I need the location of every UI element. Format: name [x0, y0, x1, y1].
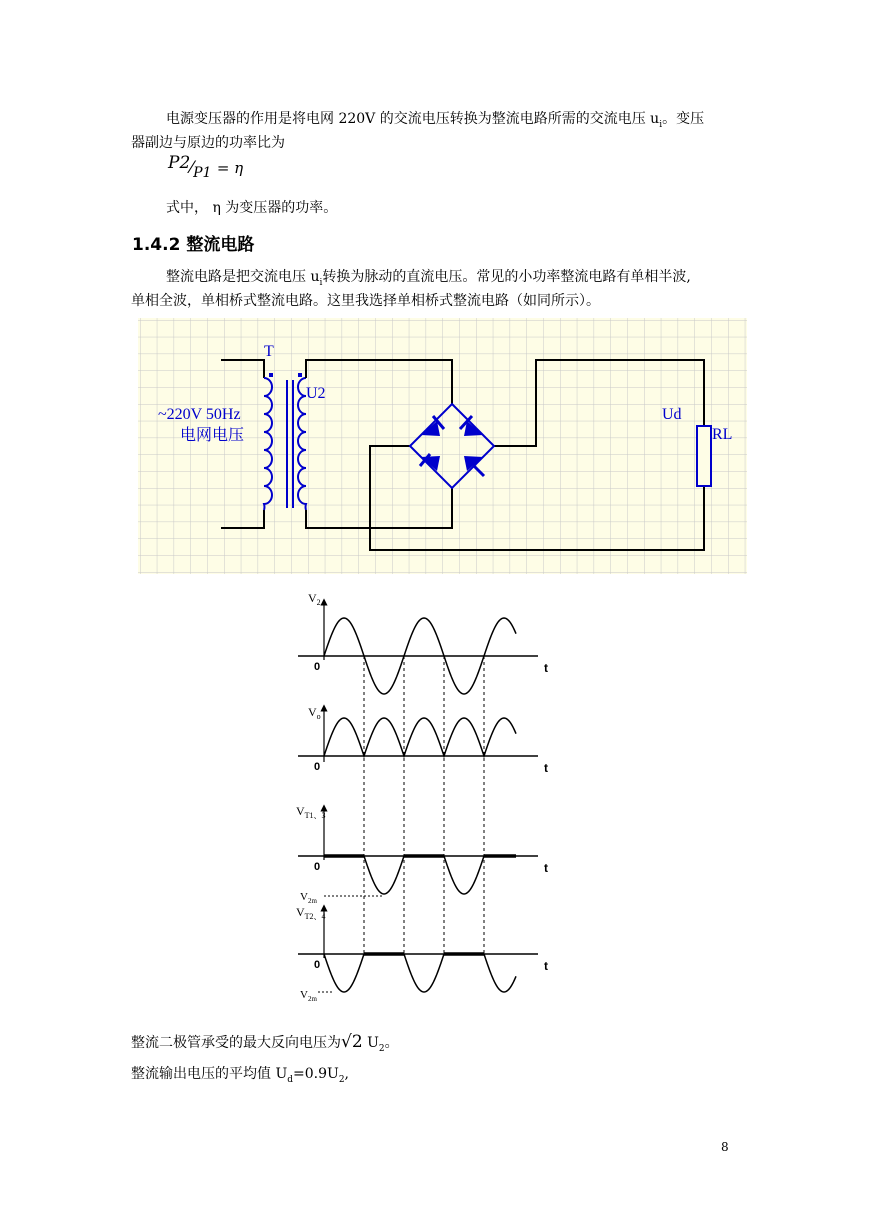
- label-U2: U2: [306, 385, 326, 402]
- para1-line2: 器副边与原边的功率比为: [131, 135, 285, 151]
- v2-t-label: t: [544, 661, 548, 675]
- vt24-label: $V_{T2、4}$: [296, 905, 326, 921]
- panel-vt24: [296, 905, 548, 1003]
- label-RL: RL: [712, 426, 733, 443]
- para3-line2: 单相全波，单相桥式整流电路。这里我选择单相桥式整流电路（如同所示）。: [131, 293, 600, 309]
- label-grid: 电网电压: [180, 425, 245, 444]
- rectifier-waveforms: [288, 590, 568, 1010]
- formula-numerator: P2: [168, 153, 191, 173]
- vt13-zero: 0: [314, 861, 321, 873]
- vo-label: $V_o$: [308, 705, 321, 721]
- v2-zero: 0: [314, 661, 321, 673]
- vt24-v2m-label: $V_{2m}$: [300, 989, 317, 1003]
- vt24-t-label: t: [544, 959, 548, 973]
- label-T: T: [264, 343, 274, 360]
- vo-rectified-wave: [324, 718, 516, 756]
- para3-line1: 整流电路是把交流电压 $u_i$转换为脉动的直流电压。常见的小功率整流电路有单相半波,: [166, 269, 691, 288]
- label-source: ~220V 50Hz: [158, 406, 241, 423]
- formula-denominator: P1: [193, 165, 212, 181]
- polarity-dot-primary: [269, 373, 273, 377]
- vertical-guides: [364, 656, 484, 954]
- panel-vt13: [296, 804, 548, 905]
- vt24-wave: [324, 954, 516, 992]
- para2: 式中， η 为变压器的功率。: [166, 200, 338, 216]
- bridge-rectifier-circuit: [138, 318, 747, 574]
- formula-rhs: = η: [216, 159, 244, 177]
- para4: 整流二极管承受的最大反向电压为√2 $U_2$。: [131, 1032, 399, 1054]
- v2-label: $V_2$: [308, 591, 321, 607]
- panel-vo: [298, 705, 548, 775]
- vt13-t-label: t: [544, 861, 548, 875]
- page-number: 8: [721, 1140, 729, 1154]
- para1-line1: 电源变压器的作用是将电网 220V 的交流电压转换为整流电路所需的交流电压 $u_i$。变压: [166, 111, 705, 130]
- load-resistor: [697, 426, 711, 486]
- para5: 整流输出电压的平均值 $U_d=0.9U_2$,: [131, 1066, 349, 1085]
- section-title: 1.4.2 整流电路: [132, 235, 255, 255]
- power-ratio-formula: $P2⁄_{P1} = \eta$: [168, 153, 244, 181]
- vt13-v2m-label: $V_{2m}$: [300, 891, 317, 905]
- circuit-grid: [138, 318, 747, 574]
- panel-v2: [298, 591, 548, 694]
- label-Ud: Ud: [662, 406, 682, 423]
- vt13-wave: [324, 856, 516, 894]
- vo-zero: 0: [314, 761, 321, 773]
- vo-t-label: t: [544, 761, 548, 775]
- vt24-zero: 0: [314, 959, 321, 971]
- vt13-label: $V_{T1、3}$: [296, 804, 326, 820]
- polarity-dot-secondary: [298, 373, 302, 377]
